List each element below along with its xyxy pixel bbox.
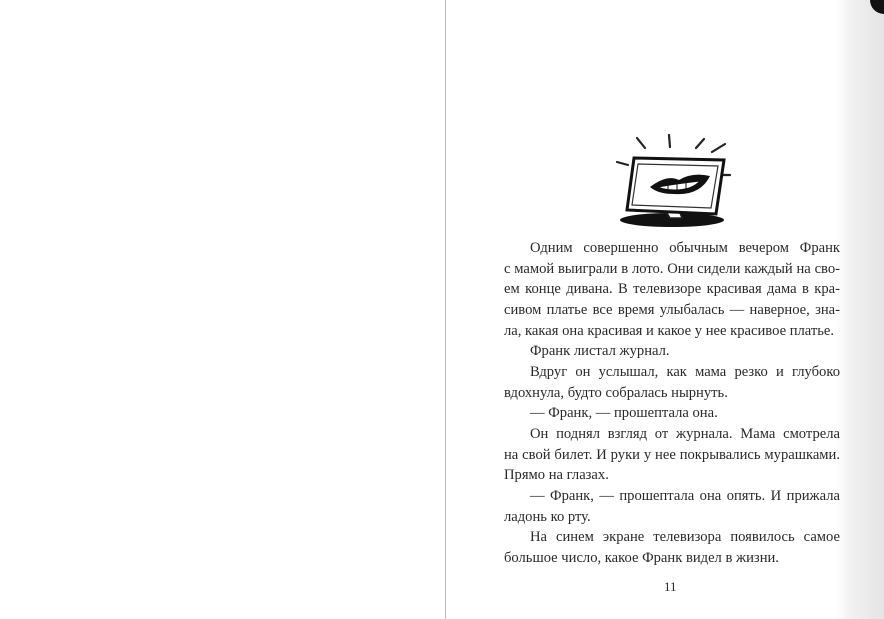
text-line: вдохнула, будто собралась нырнуть. — [504, 384, 728, 401]
text-line: ладонь ко рту. — [504, 508, 591, 525]
corner-button[interactable] — [870, 0, 884, 14]
text-line: Он поднял взгляд от журнала. Мама смотрела — [530, 425, 840, 442]
smiling-tv-icon — [612, 130, 738, 230]
text-line: на свой билет. И руки у нее покрывались мурашками. — [504, 446, 840, 463]
text-line: На синем экране телевизора появилось самое — [530, 529, 840, 546]
text-line: Прямо на глазах. — [504, 467, 609, 484]
text-line: ла, какая она красивая и какое у нее красивое платье. — [504, 322, 835, 339]
page-number: 11 — [664, 579, 677, 594]
body-text — [504, 238, 840, 569]
paragraph — [504, 238, 840, 341]
text-line: — Франк, — прошептала она опять. И прижала — [530, 487, 840, 504]
paragraph — [504, 486, 840, 527]
paragraph — [504, 424, 840, 486]
text-line: сивом платье все время улыбалась — наверное, зна- — [504, 301, 840, 318]
paragraph — [504, 362, 840, 403]
text-line: Одним совершенно обычным вечером Франк — [530, 240, 840, 256]
text-line: Вдруг он услышал, как мама резко и глубоко — [530, 363, 840, 380]
paragraph — [504, 341, 840, 362]
text-line: ем конце дивана. В телевизоре красивая дама в кра- — [504, 281, 840, 298]
text-line: с мамой выиграли в лото. Они сидели каждый на сво- — [504, 260, 840, 277]
paragraph — [504, 527, 840, 568]
text-line: — Франк, — прошептала она. — [530, 405, 718, 422]
paragraph — [504, 403, 840, 424]
text-line: Франк листал журнал. — [530, 343, 670, 360]
text-line: большое число, какое Франк видел в жизни. — [504, 549, 779, 566]
